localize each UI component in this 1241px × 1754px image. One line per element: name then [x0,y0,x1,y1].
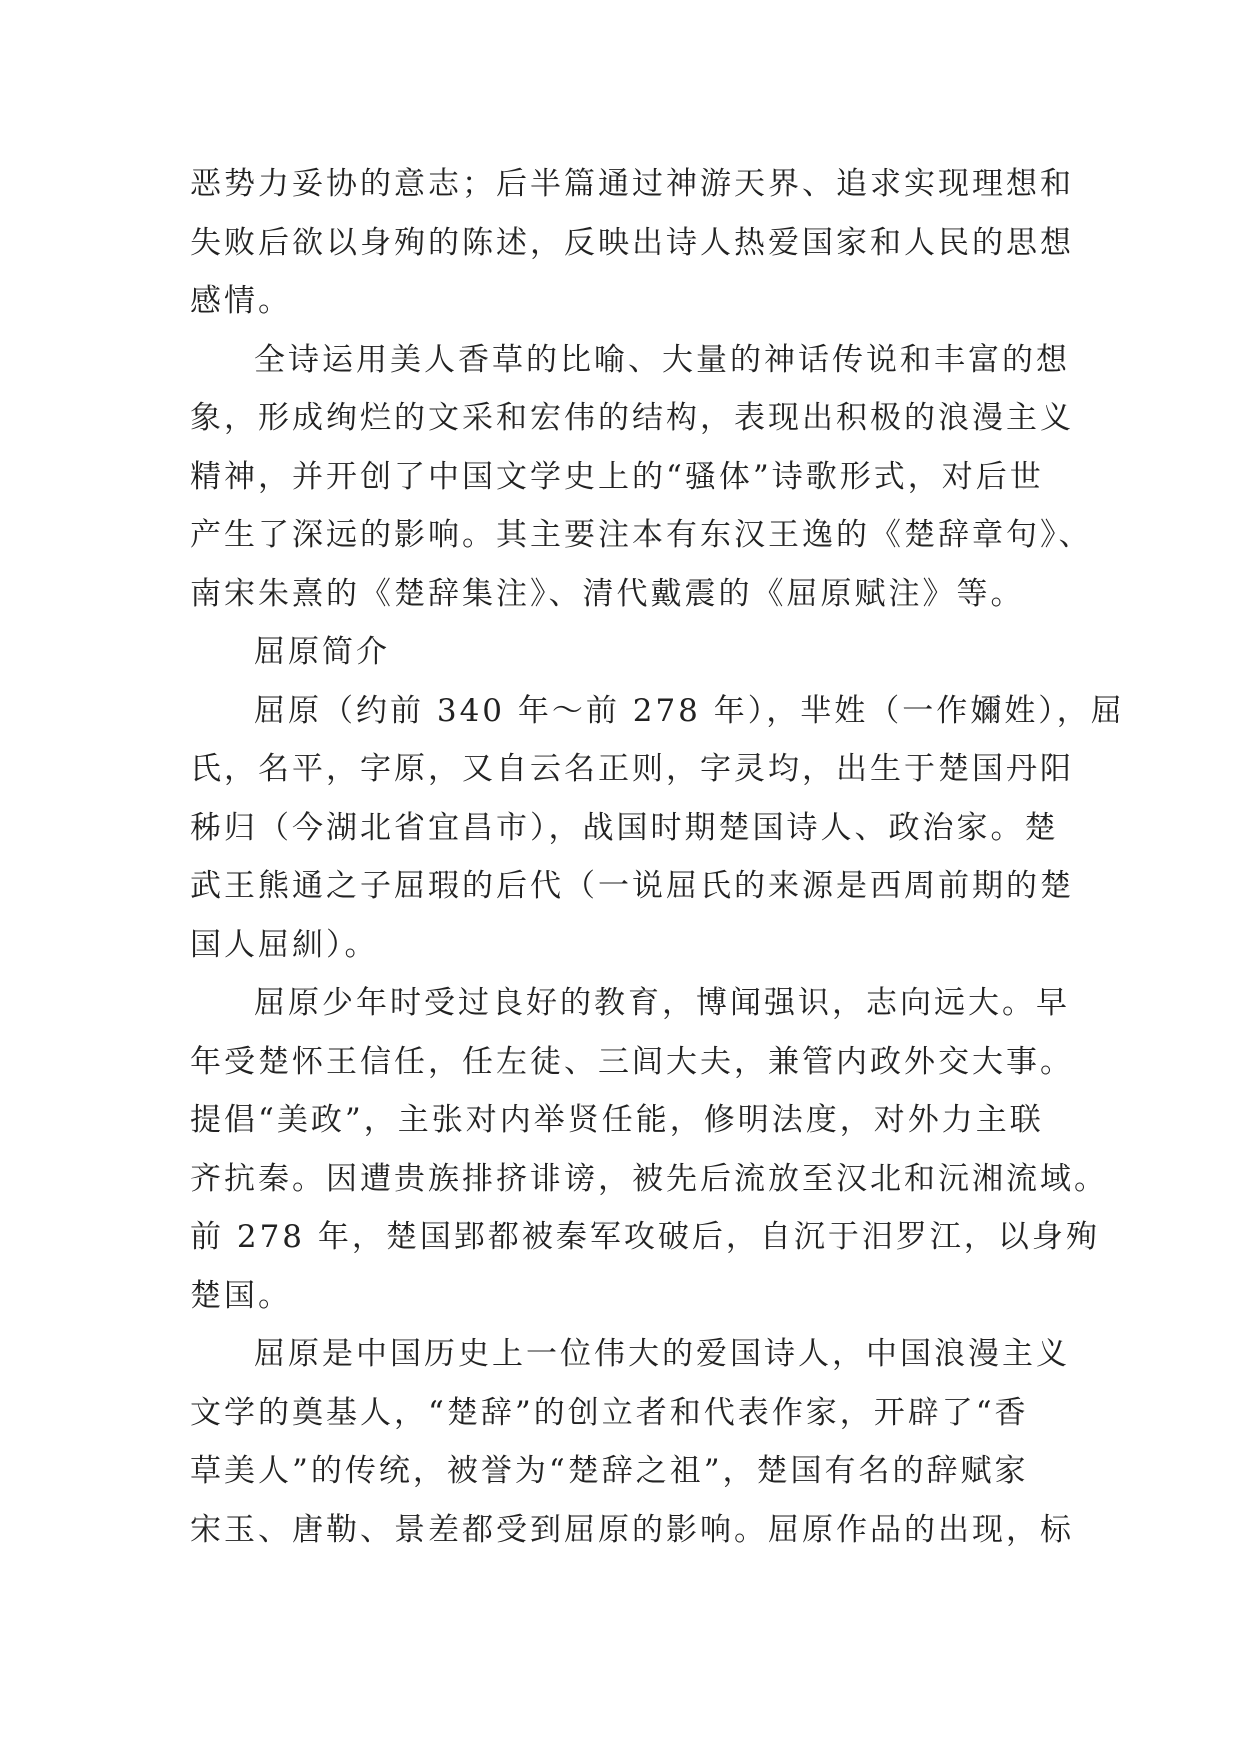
text-line: 失败后欲以身殉的陈述，反映出诗人热爱国家和人民的思想 [190,224,1074,261]
text-line: 宋玉、唐勒、景差都受到屈原的影响。屈原作品的出现，标 [190,1511,1074,1548]
text-line: 精神，并开创了中国文学史上的“骚体”诗歌形式，对后世 [190,458,1044,495]
text-line: 恶势力妥协的意志；后半篇通过神游天界、追求实现理想和 [190,166,1074,202]
text-line: 屈原少年时受过良好的教育，博闻强识，志向远大。早 [254,985,1070,1021]
text-line: 南宋朱熹的《楚辞集注》、清代戴震的《屈原赋注》等。 [190,575,1025,612]
text-line: 草美人”的传统，被誉为“楚辞之祖”，楚国有名的辞赋家 [190,1453,1029,1489]
text-line: 全诗运用美人香草的比喻、大量的神话传说和丰富的想 [254,341,1070,378]
text-line: 屈原（约前 340 年～前 278 年），芈姓（一作嬭姓），屈 [254,692,1125,729]
text-line: 武王熊通之子屈瑕的后代（一说屈氏的来源是西周前期的楚 [190,868,1074,904]
text-line: 国人屈紃）。 [190,926,379,963]
text-line: 齐抗秦。因遭贵族排挤诽谤，被先后流放至汉北和沅湘流域。 [190,1160,1108,1197]
text-line: 产生了深远的影响。其主要注本有东汉王逸的《楚辞章句》、 [190,517,1093,553]
text-line: 秭归（今湖北省宜昌市），战国时期楚国诗人、政治家。楚 [190,809,1059,846]
text-line: 感情。 [190,283,292,319]
text-line: 屈原简介 [254,634,390,670]
text-line: 象，形成绚烂的文采和宏伟的结构，表现出积极的浪漫主义 [190,400,1074,436]
text-line: 氏，名平，字原，又自云名正则，字灵均，出生于楚国丹阳 [190,751,1074,787]
body-text [190,155,1125,1559]
text-line: 前 278 年，楚国郢都被秦军攻破后，自沉于汨罗江，以身殉 [190,1219,1100,1255]
text-line: 屈原是中国历史上一位伟大的爱国诗人，中国浪漫主义 [254,1336,1070,1372]
text-line: 提倡“美政”，主张对内举贤任能，修明法度，对外力主联 [190,1102,1044,1138]
text-line: 年受楚怀王信任，任左徒、三闾大夫，兼管内政外交大事。 [190,1043,1074,1080]
text-line: 楚国。 [190,1277,292,1314]
text-line: 文学的奠基人，“楚辞”的创立者和代表作家，开辟了“香 [190,1394,1029,1431]
